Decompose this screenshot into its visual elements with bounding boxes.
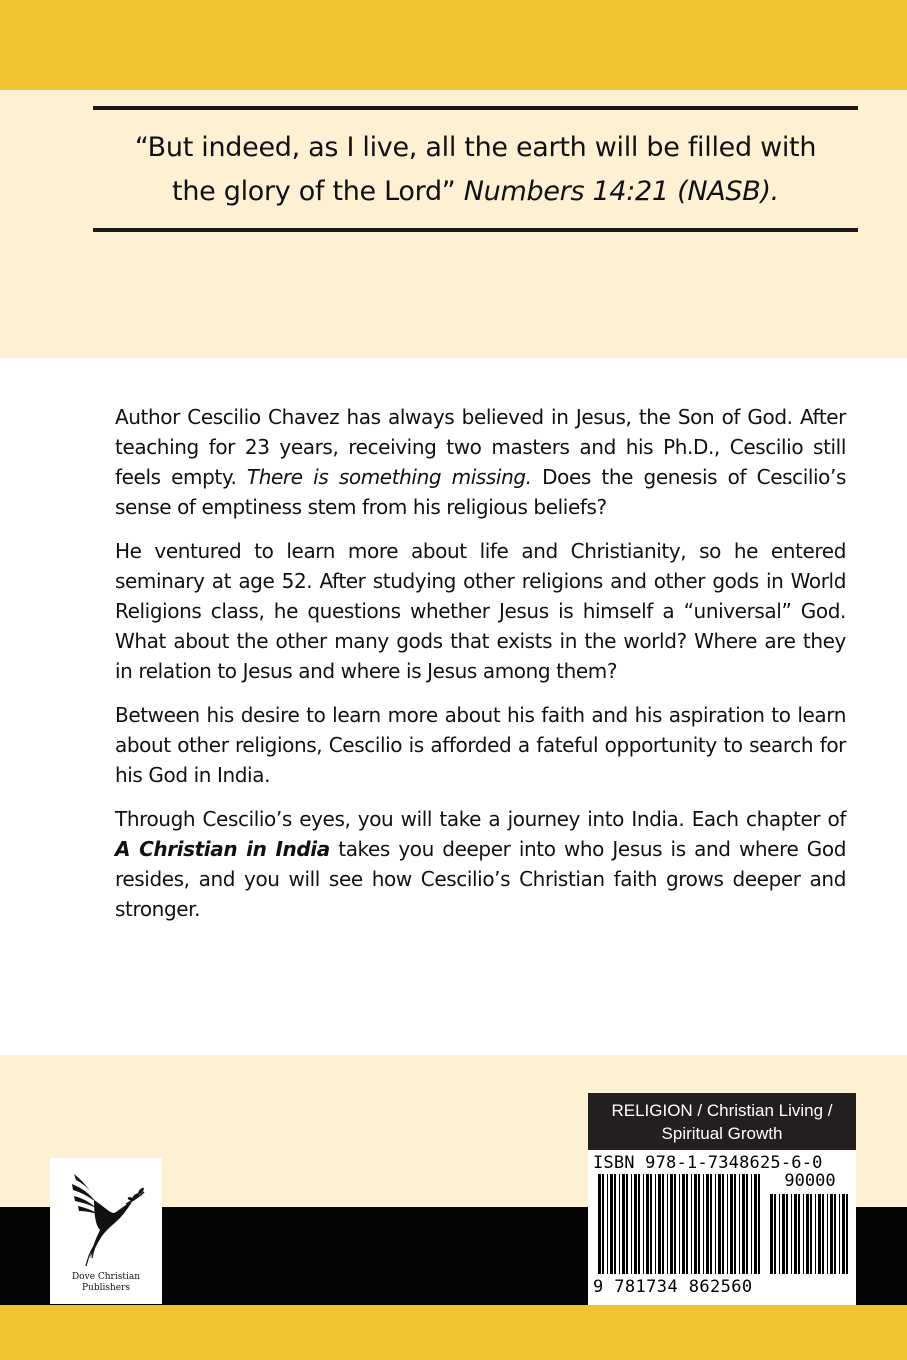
barcode-bar xyxy=(703,1174,704,1274)
barcode-bar xyxy=(634,1174,637,1274)
barcode-bar xyxy=(742,1174,745,1274)
barcode-bar xyxy=(718,1174,721,1274)
publisher-name-line-1: Dove Christian xyxy=(71,1272,141,1282)
top-gold-band xyxy=(0,0,907,90)
quote-bottom-rule xyxy=(93,228,858,232)
barcode-bar xyxy=(730,1174,733,1274)
barcode-bar xyxy=(602,1174,604,1274)
barcode-bar xyxy=(827,1194,828,1274)
barcode-bar xyxy=(794,1194,797,1274)
bottom-gold-band xyxy=(0,1305,907,1360)
description-paragraph-1 xyxy=(115,402,846,522)
barcode-bar xyxy=(842,1194,845,1274)
barcode-bar xyxy=(622,1174,625,1274)
barcode-bar xyxy=(715,1174,716,1274)
barcode-bar xyxy=(739,1174,740,1274)
barcode-bar xyxy=(806,1194,809,1274)
quote-line-2: the glory of the Lord” xyxy=(172,176,456,207)
barcode-bar xyxy=(638,1174,640,1274)
description-paragraph-2: He ventured to learn more about life and Christianity, so he entered seminary at age 52. After studying other religions and other gods in World Religions class, he questions whether Jesus is himself a “universal” God. What about the other many gods that exists in the world? Where are they in relation to Jesus and where is Jesus among them? xyxy=(115,539,846,683)
barcode-bar xyxy=(614,1174,616,1274)
publisher-name xyxy=(50,1272,162,1294)
barcode-bar xyxy=(770,1194,773,1274)
barcode-bar xyxy=(834,1194,836,1274)
barcode-bar xyxy=(619,1174,620,1274)
barcode-bar xyxy=(782,1194,785,1274)
ean-number: 9 781734 862560 xyxy=(593,1277,753,1297)
barcode-bar xyxy=(670,1174,673,1274)
barcode-bar xyxy=(658,1174,661,1274)
barcode-bar xyxy=(815,1194,816,1274)
barcode-bar xyxy=(686,1174,688,1274)
barcode-bar xyxy=(679,1174,680,1274)
p4-text-a: Through Cescilio’s eyes, you will take a journey into India. Each chapter of xyxy=(115,807,846,831)
isbn-number: ISBN 978-1-7348625-6-0 xyxy=(593,1153,823,1173)
p1-emphasis: There is something missing. xyxy=(246,465,532,489)
quote-line-1: “But indeed, as I live, all the earth will be filled with xyxy=(134,132,817,163)
barcode-bar xyxy=(691,1174,692,1274)
barcode-bar xyxy=(830,1194,833,1274)
publisher-logo xyxy=(50,1158,162,1304)
p1-text-b: Does the genesis of Cescilio’s sense of emptiness stem from his religious beliefs? xyxy=(115,465,846,519)
barcode-bar xyxy=(786,1194,788,1274)
barcode-bar xyxy=(774,1194,776,1274)
barcode-bar xyxy=(779,1194,780,1274)
barcode-bar xyxy=(650,1174,652,1274)
barcode-bar xyxy=(662,1174,664,1274)
barcode-bar xyxy=(598,1174,601,1274)
publisher-name-line-2: Publishers xyxy=(81,1283,131,1293)
barcode-bar xyxy=(727,1174,728,1274)
barcode-bar xyxy=(626,1174,628,1274)
barcode-bar xyxy=(746,1174,748,1274)
barcode-bar xyxy=(803,1194,804,1274)
category-line-1: RELIGION / Christian Living / xyxy=(611,1101,833,1120)
barcode-bar xyxy=(631,1174,632,1274)
category-line-2: Spiritual Growth xyxy=(661,1124,783,1143)
barcode-bar xyxy=(722,1174,724,1274)
p1-text-a: Author Cescilio Chavez has always believed in Jesus, the Son of God. After teaching for 23 years, receiving two masters and his Ph.D., Cescilio still feels empty. xyxy=(115,405,846,489)
barcode-bar xyxy=(682,1174,685,1274)
barcode-bar xyxy=(694,1174,697,1274)
barcode-bar xyxy=(818,1194,821,1274)
isbn-barcode xyxy=(588,1150,856,1305)
book-description xyxy=(115,402,846,938)
barcode-bar xyxy=(791,1194,792,1274)
quote-reference: Numbers 14:21 (NASB). xyxy=(463,176,779,207)
dove-icon xyxy=(64,1166,148,1270)
quote-top-rule xyxy=(93,106,858,110)
barcode-bar xyxy=(710,1174,712,1274)
description-paragraph-3: Between his desire to learn more about his faith and his aspiration to learn about other religions, Cescilio is afforded a fateful opportunity to search for his God in India. xyxy=(115,703,846,787)
barcode-bar xyxy=(810,1194,812,1274)
barcode-bar xyxy=(822,1194,824,1274)
barcode-bar xyxy=(674,1174,676,1274)
price-addon-code: 90000 xyxy=(784,1171,836,1191)
barcode-bar xyxy=(798,1194,800,1274)
barcode-bar xyxy=(646,1174,649,1274)
barcode-bar xyxy=(751,1174,752,1274)
book-title-inline: A Christian in India xyxy=(115,837,330,861)
barcode-bar xyxy=(698,1174,700,1274)
bisac-category xyxy=(588,1093,856,1150)
barcode-bar xyxy=(754,1174,757,1274)
barcode-bar xyxy=(734,1174,736,1274)
barcode-bar xyxy=(706,1174,709,1274)
barcode-bar xyxy=(643,1174,644,1274)
barcode-bar xyxy=(839,1194,840,1274)
barcode-bar xyxy=(667,1174,668,1274)
scripture-quote xyxy=(93,126,858,214)
barcode-bar xyxy=(655,1174,656,1274)
p4-text-b: takes you deeper into who Jesus is and where God resides, and you will see how Cescilio’s Christian faith grows deeper and stronger. xyxy=(115,837,847,921)
barcode-bar xyxy=(610,1174,613,1274)
barcode-bar xyxy=(607,1174,608,1274)
description-paragraph-4 xyxy=(115,804,846,924)
barcode-bar xyxy=(846,1194,848,1274)
barcode-bar xyxy=(758,1174,760,1274)
